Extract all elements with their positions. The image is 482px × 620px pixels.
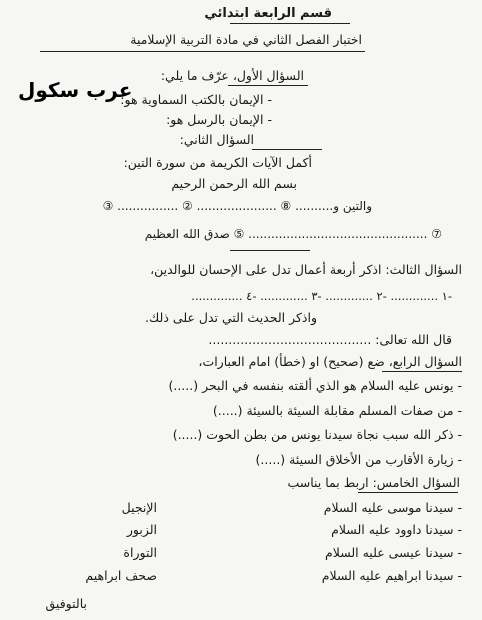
section-divider [230,250,310,251]
title-underline [40,51,365,52]
q5-title: السؤال الخامس: اربط بما يناسب [287,475,460,490]
q4-title: السؤال الرابع، ضع (صحيح) او (خطأ) امام العبارات، [198,354,462,369]
q5-right-3: التوراة [123,545,157,560]
q2-basmala: بسم الله الرحمن الرحيم [171,176,297,191]
q5-right-2: الزبور [126,522,157,537]
q4-item-2: - من صفات المسلم مقابلة السيئة بالسيئة (.....) [212,403,462,418]
q4-item-4: - زيارة الأقارب من الأخلاق السيئة (.....) [255,452,462,467]
exam-title: اختبار الفصل الثاني في مادة التربية الإسلامية [130,32,362,47]
q4-title-underline [382,371,462,372]
q5-right-1: الإنجيل [121,500,157,515]
q5-left-4: - سيدنا ابراهيم عليه السلام [321,568,462,583]
q3-verse-prompt: قال الله تعالى: ......................................... [208,332,452,347]
q1-title-underline [228,85,308,86]
q2-title: السؤال الثاني: [179,132,254,147]
q5-right-4: صحف ابراهيم [85,568,157,583]
q5-left-1: - سيدنا موسى عليه السلام [323,500,462,515]
q3-blanks: -١ ............. -٢ ............. -٣ ............. -٤ .............. [191,289,452,303]
q5-title-underline [358,492,458,493]
q3-hadith-prompt: واذكر الحديث التي تدل على ذلك. [145,310,317,325]
q2-verse-line-1: والتين و.......... ⑧ ..................... ② ................ ③ [102,199,372,213]
q1-item-1: - الإيمان بالكتب السماوية هو: [120,92,272,107]
q5-left-3: - سيدنا عيسى عليه السلام [325,545,462,560]
q4-item-3: - ذكر الله سبب نجاة سيدنا يونس من بطن الحوت (.....) [172,427,462,442]
q4-item-1: - يونس عليه السلام هو الذي ألقته بنفسه في البحر (.....) [168,378,462,393]
closing-note: بالتوفيق [45,596,87,611]
q3-title: السؤال الثالث: اذكر أربعة أعمال تدل على الإحسان للوالدين، [150,262,462,277]
q2-instruction: أكمل الآيات الكريمة من سورة التين: [123,155,312,170]
site-watermark: عرب سكول [18,78,133,102]
q5-left-2: - سيدنا داوود عليه السلام [331,522,462,537]
q1-title: السؤال الأول، عرّف ما يلي: [160,68,304,83]
q2-title-underline [252,149,322,150]
q2-verse-line-2: ⑦ ............................................... ⑤ صدق الله العظيم [144,227,442,241]
q1-item-2: - الإيمان بالرسل هو: [166,112,272,127]
grade-underline [230,23,350,24]
grade-heading: قسم الرابعة ابتدائي [204,6,332,21]
